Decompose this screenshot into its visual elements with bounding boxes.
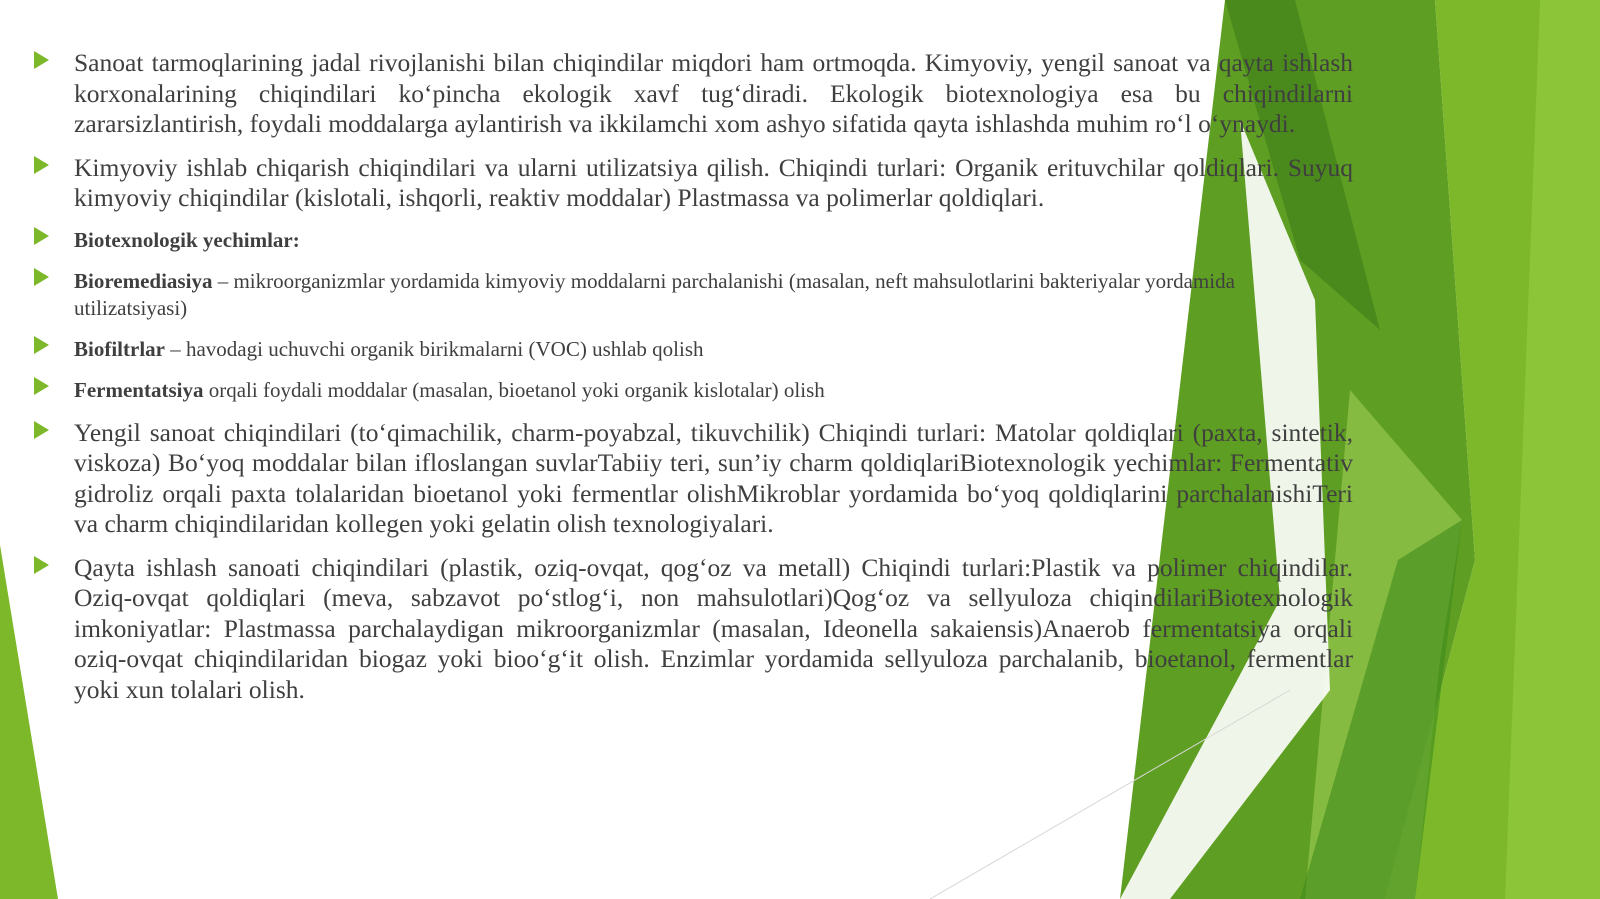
triangle-bullet-icon bbox=[34, 51, 49, 69]
bullet-item bbox=[28, 336, 1353, 363]
bullet-item bbox=[28, 268, 1353, 322]
triangle-bullet-icon bbox=[34, 421, 49, 439]
triangle-bullet-icon bbox=[34, 336, 49, 354]
bullet-heading: Biotexnologik yechimlar: bbox=[74, 227, 300, 252]
bullet-term: Biofiltrlar bbox=[74, 336, 165, 361]
bullet-item bbox=[28, 377, 1353, 404]
bullet-item bbox=[28, 48, 1353, 140]
bullet-term: Bioremediasiya bbox=[74, 268, 213, 293]
bullet-item bbox=[28, 153, 1353, 214]
bullet-text: Sanoat tarmoqlarining jadal rivojlanishi bilan chiqindilar miqdori ham ortmoqda. Kimyoviy, yengil sanoat va qayta ishlash korxonalarining chiqindilari ko‘pincha ekologik xavf tug‘diradi. Ekologik biotexnologiya esa bu chiqindilarni zararsizlantirish, foydali moddalarga aylantirish va ikkilamchi xom ashyo sifatida qayta ishlashda muhim ro‘l o‘ynaydi. bbox=[74, 48, 1353, 138]
triangle-bullet-icon bbox=[34, 156, 49, 174]
bullet-item bbox=[28, 418, 1353, 540]
bullet-term: Fermentatsiya bbox=[74, 377, 204, 402]
triangle-bullet-icon bbox=[34, 227, 49, 245]
triangle-bullet-icon bbox=[34, 377, 49, 395]
triangle-bullet-icon bbox=[34, 556, 49, 574]
bullet-item bbox=[28, 553, 1353, 706]
bullet-text: Kimyoviy ishlab chiqarish chiqindilari va ularni utilizatsiya qilish. Chiqindi turlari: Organik erituvchilar qoldiqlari. Suyuq kimyoviy chiqindilar (kislotali, ishqorli, reaktiv moddalar) Plastmassa va polimerlar qoldiqlari. bbox=[74, 152, 1353, 212]
bullet-item bbox=[28, 227, 1353, 254]
bullet-text: orqali foydali moddalar (masalan, bioetanol yoki organik kislotalar) olish bbox=[203, 377, 825, 402]
bullet-text: – havodagi uchuvchi organik birikmalarni (VOC) ushlab qolish bbox=[164, 336, 704, 361]
bullet-text: Yengil sanoat chiqindilari (to‘qimachilik, charm-poyabzal, tikuvchilik) Chiqindi turlari: Matolar qoldiqlari (paxta, sintetik, viskoza) Bo‘yoq moddalar bilan ifloslangan suvlarTabiiy teri, sun’iy charm qoldiqlariBiotexnologik yechimlar: Fermentativ gidroliz orqali paxta tolalaridan bioetanol yoki fermentlar olishMikroblar yordamida bo‘yoq qoldiqlarini parchalanishiTeri va charm chiqindilaridan kollegen yoki gelatin olish texnologiyalari. bbox=[74, 417, 1353, 538]
triangle-bullet-icon bbox=[34, 268, 49, 286]
bullet-text: – mikroorganizmlar yordamida kimyoviy moddalarni parchalanishi (masalan, neft mahsulotlarini bakteriyalar yordamida utilizatsiyasi) bbox=[74, 268, 1235, 320]
bullet-text: Qayta ishlash sanoati chiqindilari (plastik, oziq-ovqat, qog‘oz va metall) Chiqindi turlari:Plastik va polimer chiqindilar. Oziq-ovqat qoldiqlari (meva, sabzavot po‘stlog‘i, non mahsulotlari)Qog‘oz va sellyuloza chiqindilariBiotexnologik imkoniyatlar: Plastmassa parchalaydigan mikroorganizmlar (masalan, Ideonella sakaiensis)Anaerob fermentatsiya orqali oziq-ovqat chiqindilaridan biogaz yoki bioo‘g‘it olish. Enzimlar yordamida sellyuloza parchalanib, bioetanol, fermentlar yoki xun tolalari olish. bbox=[74, 552, 1353, 704]
bullet-list bbox=[28, 48, 1353, 718]
